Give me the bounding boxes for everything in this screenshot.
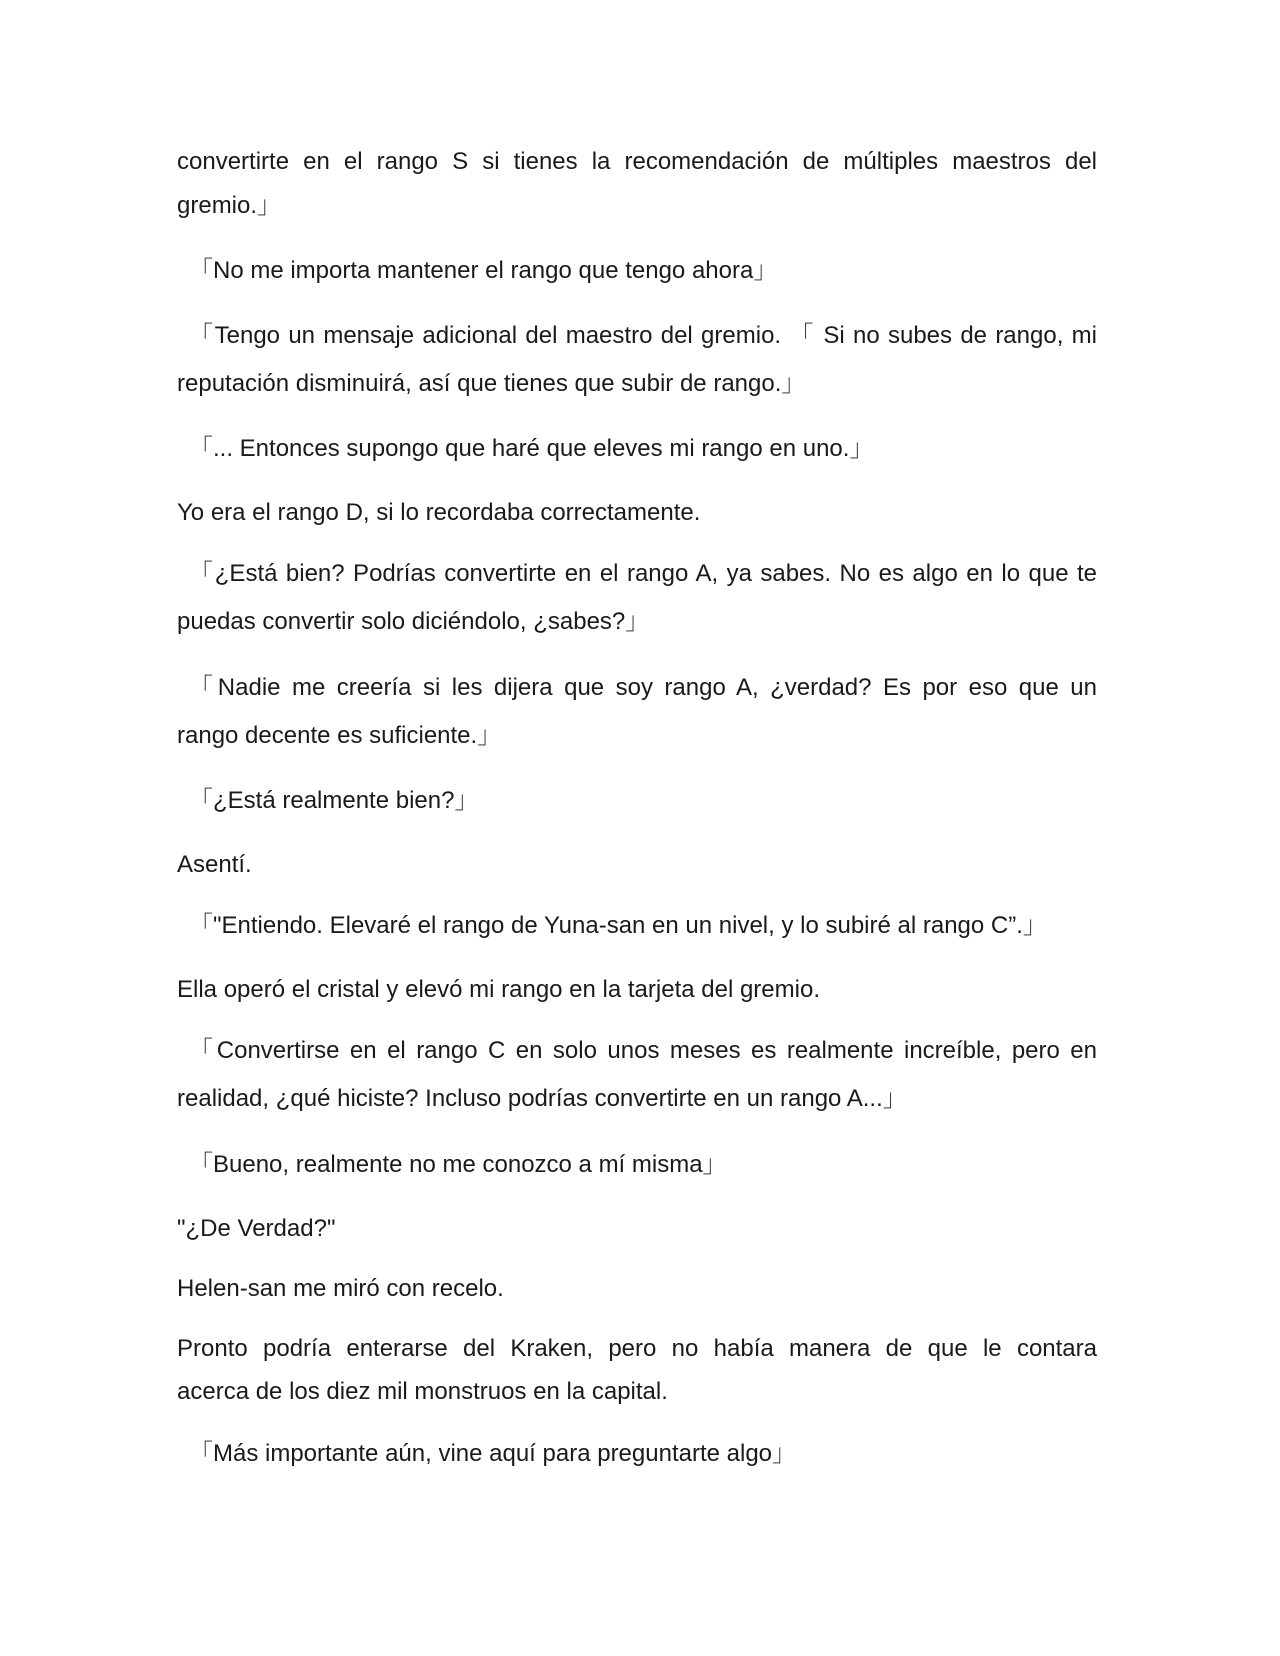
text-line: Ella operó el cristal y elevó mi rango en la tarjeta del gremio. <box>177 976 820 1003</box>
paragraph-13 <box>177 1153 1109 1177</box>
paragraph-11 <box>177 978 1097 1002</box>
paragraph-8 <box>177 789 1109 813</box>
text-line: Pronto podría enterarse del Kraken, pero no había manera de que le contara <box>177 1335 1097 1362</box>
text-line: rango decente es suficiente.」 <box>177 722 502 749</box>
paragraph-16 <box>177 1337 1097 1404</box>
text-line: 「Nadie me creería si les dijera que soy rango A, ¿verdad? Es por eso que un <box>189 674 1097 701</box>
text-line: Yo era el rango D, si lo recordaba correctamente. <box>177 499 701 526</box>
text-line: reputación disminuirá, así que tienes que subir de rango.」 <box>177 370 806 397</box>
paragraph-17 <box>177 1442 1109 1466</box>
paragraph-3 <box>177 324 1097 396</box>
paragraph-12 <box>177 1039 1097 1111</box>
text-line: 「Bueno, realmente no me conozco a mí misma」 <box>189 1151 727 1178</box>
paragraph-4 <box>177 437 1109 461</box>
paragraph-1 <box>177 150 1097 218</box>
text-line: 「... Entonces supongo que haré que eleves mi rango en uno.」 <box>189 435 874 462</box>
text-line: 「"Entiendo. Elevaré el rango de Yuna-san en un nivel, y lo subiré al rango C”.」 <box>189 912 1047 939</box>
paragraph-9 <box>177 853 1097 877</box>
text-line: 「Convertirse en el rango C en solo unos meses es realmente increíble, pero en <box>189 1037 1097 1064</box>
text-line: 「Tengo un mensaje adicional del maestro del gremio. 「 Si no subes de rango, mi <box>189 322 1097 349</box>
text-line: 「¿Está realmente bien?」 <box>189 787 479 814</box>
paragraph-5 <box>177 501 1097 525</box>
paragraph-2 <box>177 259 1109 283</box>
paragraph-15 <box>177 1277 1097 1301</box>
paragraph-10 <box>177 914 1109 938</box>
text-line: Asentí. <box>177 851 252 878</box>
text-line: "¿De Verdad?" <box>177 1215 336 1242</box>
text-line: Helen-san me miró con recelo. <box>177 1275 504 1302</box>
text-line: 「¿Está bien? Podrías convertirte en el rango A, ya sabes. No es algo en lo que te <box>189 560 1097 587</box>
text-line: realidad, ¿qué hiciste? Incluso podrías convertirte en un rango A...」 <box>177 1085 907 1112</box>
text-line: puedas convertir solo diciéndolo, ¿sabes?」 <box>177 608 650 635</box>
paragraph-6 <box>177 562 1097 634</box>
text-line: gremio.」 <box>177 192 282 219</box>
paragraph-7 <box>177 676 1097 748</box>
text-line: convertirte en el rango S si tienes la recomendación de múltiples maestros del <box>177 148 1097 175</box>
text-line: acerca de los diez mil monstruos en la capital. <box>177 1378 668 1405</box>
text-line: 「No me importa mantener el rango que tengo ahora」 <box>189 257 778 284</box>
paragraph-14 <box>177 1217 1097 1241</box>
text-line: 「Más importante aún, vine aquí para preguntarte algo」 <box>189 1440 797 1467</box>
